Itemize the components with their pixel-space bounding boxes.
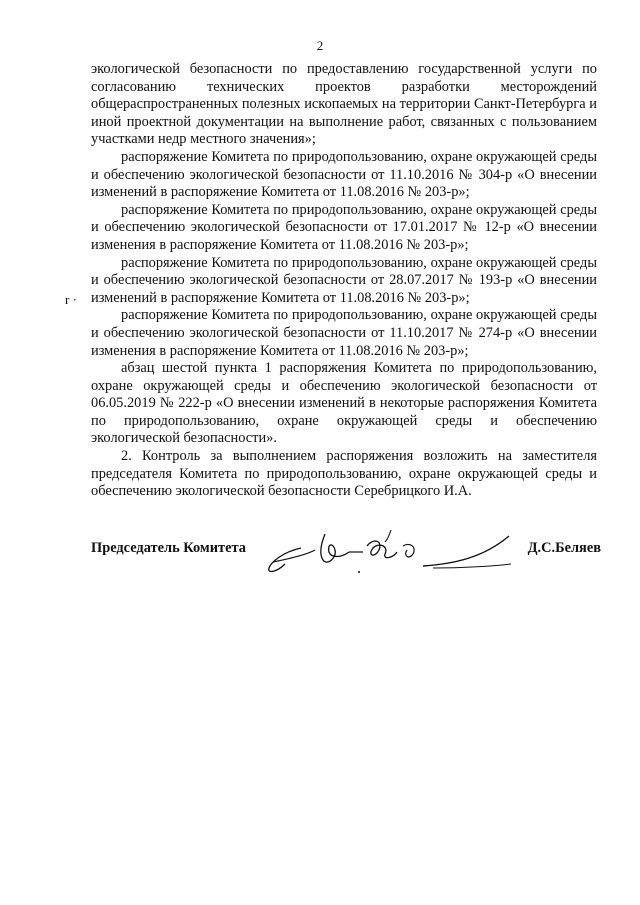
handwritten-signature bbox=[263, 528, 513, 578]
page-number: 2 bbox=[316, 38, 324, 53]
paragraph-order-304: распоряжение Комитета по природопользованию, охране окружающей среды и обеспечению экологической безопасности от 11.10.2016 № 304-р «О внесении изменений в распоряжение Комитета от 11.08.2016 № 203-р»; bbox=[91, 148, 597, 201]
paragraph-order-274: распоряжение Комитета по природопользованию, охране окружающей среды и обеспечению экологической безопасности от 11.10.2017 № 274-р «О внесении изменения в распоряжение Комитета от 11.08.2016 № 203-р»; bbox=[91, 307, 597, 359]
paragraph-control: 2. Контроль за выполнением распоряжения возложить на заместителя председателя Комитета по природопользованию, охране окружающей среды и обеспечению экологической безопасности Серебрицкого И.А. bbox=[91, 448, 597, 500]
document-body bbox=[91, 61, 597, 501]
paragraph-order-12: распоряжение Комитета по природопользованию, охране окружающей среды и обеспечению экологической безопасности от 17.01.2017 № 12-р «О внесении изменения в распоряжение Комитета от 11.08.2016 № 203-р»; bbox=[91, 201, 597, 253]
signatory-name: Д.С.Беляев bbox=[527, 540, 601, 556]
paragraph-order-193: распоряжение Комитета по природопользованию, охране окружающей среды и обеспечению экологической безопасности от 28.07.2017 № 193-р «О внесении изменений в распоряжение Комитета от 11.08.2016 № 203-р»; bbox=[91, 254, 597, 306]
margin-mark: r · bbox=[65, 292, 77, 307]
paragraph-order-222: абзац шестой пункта 1 распоряжения Комитета по природопользованию, охране окружающей среды и обеспечению экологической безопасности от 06.05.2019 № 222-р «О внесении изменений в некоторые распоряжения Комитета по природопользованию, охране окружающей среды и обеспечению экологической безопасности». bbox=[91, 360, 597, 447]
signatory-title: Председатель Комитета bbox=[91, 540, 246, 556]
paragraph-continuation: экологической безопасности по предоставлению государственной услуги по согласованию технических проектов разработки месторождений общераспространенных полезных ископаемых на территории Санкт-Петербурга и иной проектной документации на выполнение работ, связанных с пользованием участками недр местного значения»; bbox=[91, 61, 597, 148]
signature-block bbox=[91, 540, 601, 580]
